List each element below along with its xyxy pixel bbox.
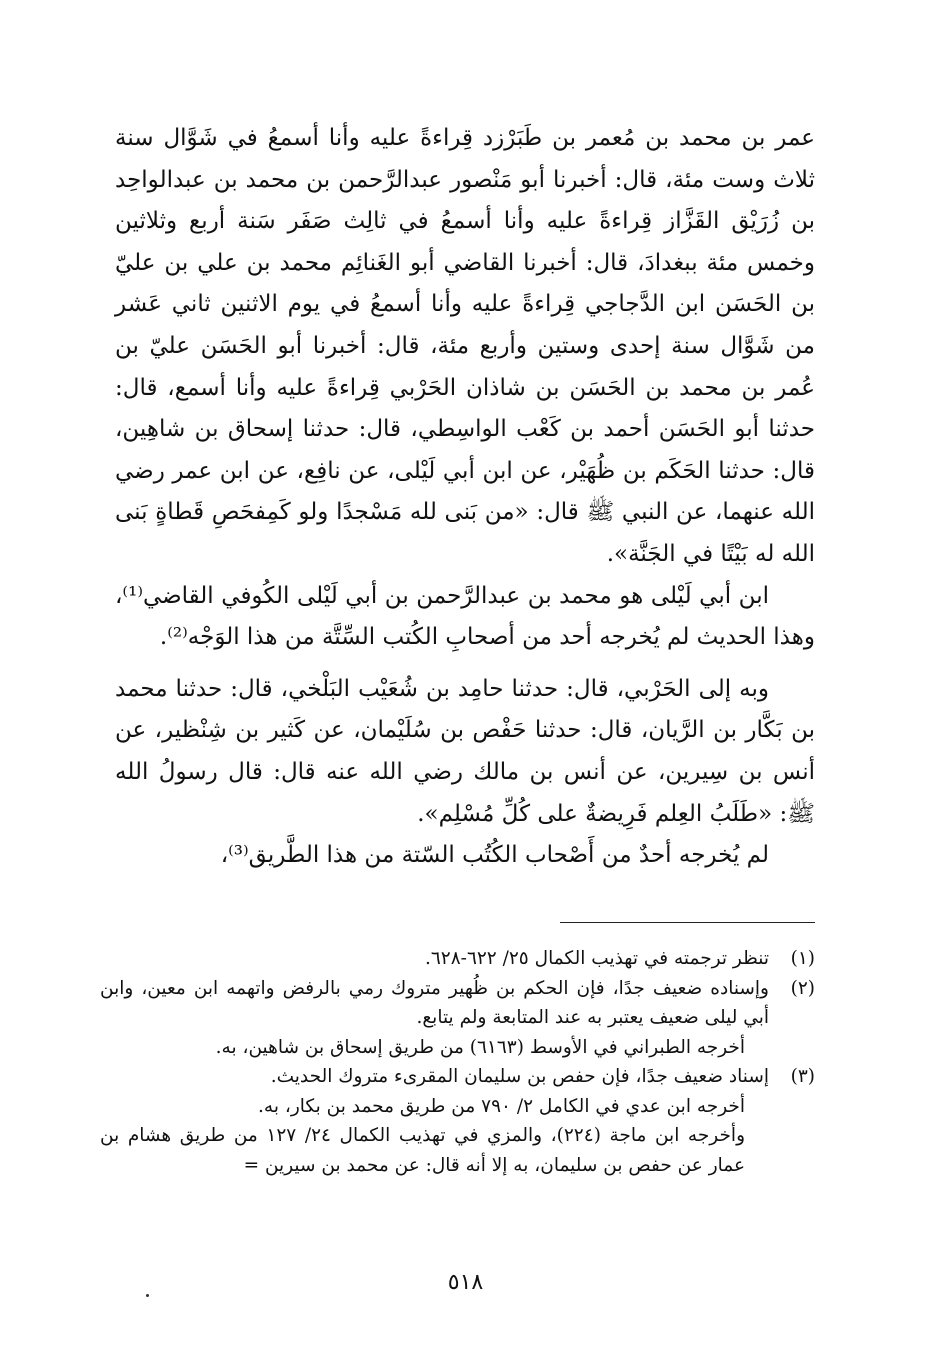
footnote-number: (٣) xyxy=(790,1066,815,1087)
footnote-body xyxy=(100,974,769,1063)
footnote-line: تنظر ترجمته في تهذيب الكمال ٢٥/ ٦٢٢-٦٢٨. xyxy=(424,948,769,969)
footnote-body xyxy=(100,944,769,974)
paragraph-commentary-2: لم يُخرجه أحدٌ من أَصْحاب الكُتُب السّتة من هذا الطَّريق⁽³⁾، xyxy=(220,842,769,869)
footnote-line: وإسناده ضعيف جدًا، فإن الحكم بن ظُهير متروك رمي بالرفض واتهمه ابن معين، وابن أبي ليلى ضعيف يعتبر به عند المتابعة ولم يتابع. xyxy=(100,977,769,1028)
footnote-number: (١) xyxy=(790,948,815,969)
printing-dot xyxy=(146,1294,149,1297)
paragraph-isnad-1: عمر بن محمد بن مُعمر بن طَبَرْزد قِراءةً عليه وأنا أسمعُ في شَوَّال سنة ثلاث وست مئة، قال: أخبرنا أبو مَنْصور عبدالرَّحمن بن محمد بن عبدالواحِد بن زُرَيْق القَزَّاز قِراءةً عليه وأنا أسمعُ في ثالِث صَفَر سَنة أربع وثلاثين وخمس مئة ببغدادَ، قال: أخبرنا القاضي أبو الغَنائِم محمد بن علي بن عليّ بن الحَسَن ابن الدَّجاجي قِراءةً عليه وأنا أسمعُ في يوم الاثنين ثاني عَشر من شَوَّال سنة إحدى وستين وأربع مئة، قال: أخبرنا أبو الحَسَن عليّ بن عُمر بن محمد بن الحَسَن بن شاذان الحَرْبي قِراءةً عليه وأنا أسمع، قال: حدثنا أبو الحَسَن أحمد بن كَعْب الواسِطي، قال: حدثنا إسحاق بن شاهِين، قال: حدثنا الحَكَم بن ظُهَيْر، عن ابن أبي لَيْلى، عن نافِع، عن ابن عمر رضي الله عنهما، عن النبي ﷺ قال: «من بَنى لله مَسْجدًا ولو كَمِفحَصِ قَطاةٍ بَنى الله له بَيْتًا في الجَنَّة». xyxy=(115,125,815,567)
footnote-line: إسناد ضعيف جدًا، فإن حفص بن سليمان المقرىء متروك الحديث. xyxy=(270,1066,769,1087)
footnote-line: أخرجه ابن عدي في الكامل ٢/ ٧٩٠ من طريق محمد بن بكار، به. xyxy=(258,1095,745,1117)
paragraph-commentary-1: ابن أبي لَيْلى هو محمد بن عبدالرَّحمن بن أبي لَيْلى الكُوفي القاضي⁽¹⁾، وهذا الحديث لم يُخرجه أحد من أصحابِ الكُتب السِّتَّة من هذا الوَجْه⁽²⁾. xyxy=(115,582,815,651)
footnotes xyxy=(100,944,815,1180)
footnote-2 xyxy=(100,974,815,1063)
paragraph-isnad-2: وبه إلى الحَرْبي، قال: حدثنا حامِد بن شُعَيْب البَلْخي، قال: حدثنا محمد بن بَكَّار بن الرَّيان، قال: حدثنا حَفْص بن سُلَيْمان، عن كَثير بن شِنْظير، عن أنس بن سِيرين، عن أنس بن مالك رضي الله عنه قال: قال رسولُ الله ﷺ: «طَلَبُ العِلم فَرِيضةٌ على كُلِّ مُسْلِم». xyxy=(115,675,815,827)
footnote-3 xyxy=(100,1062,815,1180)
page-number: ٥١٨ xyxy=(447,1270,484,1295)
footnote-body xyxy=(100,1062,769,1180)
footnote-1 xyxy=(100,944,815,974)
footnote-number: (٢) xyxy=(790,977,815,999)
footnote-divider xyxy=(560,922,815,923)
footnote-line: أخرجه الطبراني في الأوسط (٦١٦٣) من طريق إسحاق بن شاهين، به. xyxy=(215,1036,745,1058)
main-text xyxy=(115,118,815,877)
footnote-line: وأخرجه ابن ماجة (٢٢٤)، والمزي في تهذيب الكمال ٢٤/ ١٢٧ من طريق هشام بن عمار عن حفص بن سليمان، به إلا أنه قال: عن محمد بن سيرين = xyxy=(100,1125,745,1176)
